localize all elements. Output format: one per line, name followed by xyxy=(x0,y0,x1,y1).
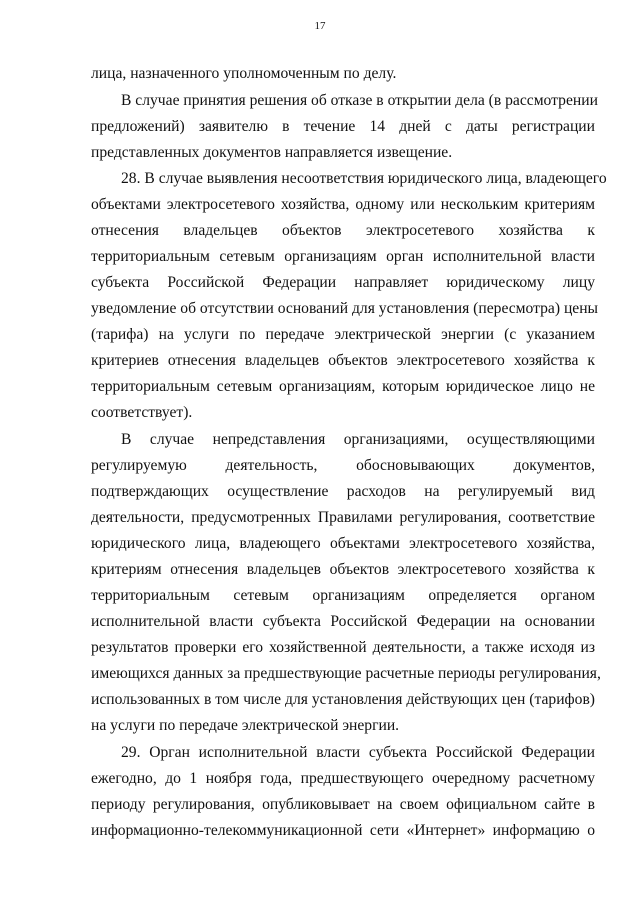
text-line: информационно-телекоммуникационной сети «Интернет» информацию о xyxy=(91,822,595,839)
text-line: имеющихся данных за предшествующие расчетные периоды регулирования, xyxy=(91,665,601,682)
text-line: критериям отнесения владельцев объектов электросетевого хозяйства к xyxy=(91,561,595,578)
text-line: уведомление об отсутствии оснований для установления (пересмотра) цены xyxy=(91,300,599,317)
text-line: В случае непредставления организациями, осуществляющими xyxy=(121,431,595,448)
text-line: объектами электросетевого хозяйства, одному или нескольким критериям xyxy=(91,196,595,213)
text-line: отнесения владельцев объектов электросетевого хозяйства к xyxy=(91,222,595,239)
text-line: 28. В случае выявления несоответствия юридического лица, владеющего xyxy=(121,170,607,187)
text-line: территориальным сетевым организациям орган исполнительной власти xyxy=(91,248,595,265)
text-line: представленных документов направляется извещение. xyxy=(91,144,453,161)
text-line: 29. Орган исполнительной власти субъекта Российской Федерации xyxy=(121,744,595,761)
text-line: территориальным сетевым организациям, которым юридическое лицо не xyxy=(91,378,595,395)
text-line: регулируемую деятельность, обосновывающих документов, xyxy=(91,457,595,474)
text-line: юридического лица, владеющего объектами электросетевого хозяйства, xyxy=(91,535,595,552)
text-line: использованных в том числе для установления действующих цен (тарифов) xyxy=(91,691,595,708)
text-line: (тарифа) на услуги по передаче электрической энергии (с указанием xyxy=(91,326,595,343)
text-line: периоду регулирования, опубликовывает на своем официальном сайте в xyxy=(91,796,595,813)
page-number: 17 xyxy=(314,20,326,32)
text-line: В случае принятия решения об отказе в открытии дела (в рассмотрении xyxy=(121,92,598,109)
text-line: критериев отнесения владельцев объектов электросетевого хозяйства к xyxy=(91,352,595,369)
text-line: ежегодно, до 1 ноября года, предшествующего очередному расчетному xyxy=(91,770,595,787)
text-line: исполнительной власти субъекта Российской Федерации на основании xyxy=(91,613,595,630)
text-line: субъекта Российской Федерации направляет юридическому лицу xyxy=(91,274,595,291)
text-line: территориальным сетевым организациям определяется органом xyxy=(91,587,595,604)
text-line: подтверждающих осуществление расходов на регулируемый вид xyxy=(91,483,595,500)
text-line: деятельности, предусмотренных Правилами регулирования, соответствие xyxy=(91,509,595,526)
text-line: результатов проверки его хозяйственной деятельности, а также исходя из xyxy=(91,639,595,656)
text-line: лица, назначенного уполномоченным по делу. xyxy=(91,65,397,82)
text-line: предложений) заявителю в течение 14 дней с даты регистрации xyxy=(91,118,595,135)
text-line: на услуги по передаче электрической энергии. xyxy=(91,717,400,734)
text-line: соответствует). xyxy=(91,404,193,421)
